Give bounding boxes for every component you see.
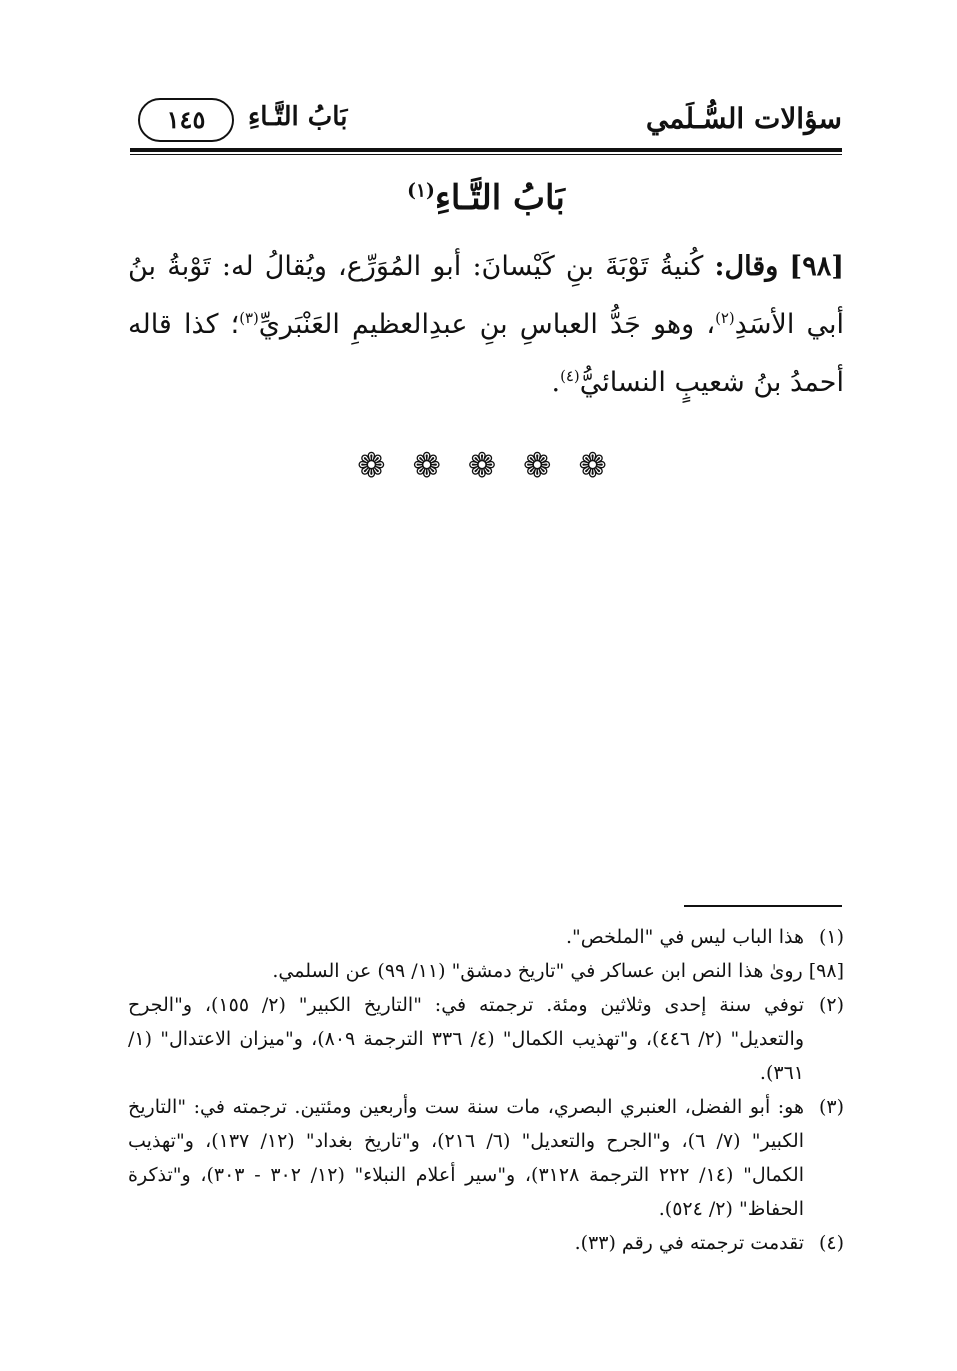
footnote-ref-2: (٢)	[715, 309, 735, 327]
footnote-text: [٩٨] روىٰ هذا النص ابن عساكر في "تاريخ دمشق" (١١/ ٩٩) عن السلمي.	[272, 960, 844, 982]
footnote	[128, 1226, 844, 1260]
entry-lead: وقال:	[714, 251, 779, 282]
footnote-ref-1: (١)	[407, 179, 435, 202]
entry-text-3: ؛ كذا قاله أحمدُ بنُ شعيبٍ النسائيُّ	[128, 309, 844, 398]
footnote-ref-4: (٤)	[560, 367, 580, 385]
footnote	[128, 920, 844, 954]
footnote-number: (٤)	[818, 1232, 844, 1254]
section-end-ornaments: ❁ ❁ ❁ ❁ ❁	[357, 446, 615, 486]
footnote-text: تقدمت ترجمته في رقم (٣٣).	[574, 1232, 804, 1254]
chapter-heading-text: بَابُ التَّـاءِ	[434, 178, 565, 218]
footnote-number: (٢)	[818, 994, 844, 1016]
header-rule-thick	[130, 148, 842, 152]
footnote-separator	[684, 905, 842, 907]
entry-text-1: كُنيةُ تَوْبَةَ بنِ كَيْسانَ: أبو المُوَرِّع، ويُقالُ له: تَوْبةُ بنُ أبي الأسَدِ	[128, 251, 844, 340]
footnotes	[128, 920, 844, 1260]
page-number-badge: ١٤٥	[138, 98, 234, 142]
entry-text-4: .	[551, 367, 561, 398]
footnote-ref-3: (٣)	[239, 309, 259, 327]
book-title: سؤالات السُّـلَمي	[645, 102, 842, 135]
footnote-number: (١)	[818, 926, 844, 948]
header-rule-thin	[130, 154, 842, 155]
footnote	[128, 988, 844, 1090]
footnote-number: (٣)	[818, 1096, 844, 1118]
running-header	[130, 96, 842, 146]
entry-98	[128, 238, 844, 412]
footnote	[128, 1090, 844, 1226]
chapter-heading	[130, 178, 842, 218]
entry-number: [٩٨]	[789, 251, 844, 282]
footnote-text: هذا الباب ليس في "الملخص".	[566, 926, 804, 948]
footnote	[128, 954, 844, 988]
entry-text-2: ، وهو جَدُّ العباسِ بنِ عبدِالعظيمِ العَنْبَريِّ	[258, 309, 716, 340]
running-chapter-title: بَابُ التَّـاءِ	[248, 102, 348, 132]
footnote-text: هو: أبو الفضل، العنبري البصري، مات سنة ست وأربعين ومئتين. ترجمته في: "التاريخ الكبير" (٧/ ٦)، و"الجرح والتعديل" (٦/ ٢١٦)، و"تاريخ بغداد" (١٢/ ١٣٧)، و"تهذيب الكمال" (١٤/ ٢٢٢ الترجمة ٣١٢٨)، و"سير أعلام النبلاء" (١٢/ ٣٠٢ - ٣٠٣)، و"تذكرة الحفاظ" (٢/ ٥٢٤).	[128, 1096, 804, 1220]
footnote-text: توفي سنة إحدى وثلاثين ومئة. ترجمته في: "التاريخ الكبير" (٢/ ١٥٥)، و"الجرح والتعديل" (٢/ ٤٤٦)، و"تهذيب الكمال" (٤/ ٣٣٦ الترجمة ٨٠٩)، و"ميزان الاعتدال" (١/ ٣٦١).	[128, 994, 804, 1084]
